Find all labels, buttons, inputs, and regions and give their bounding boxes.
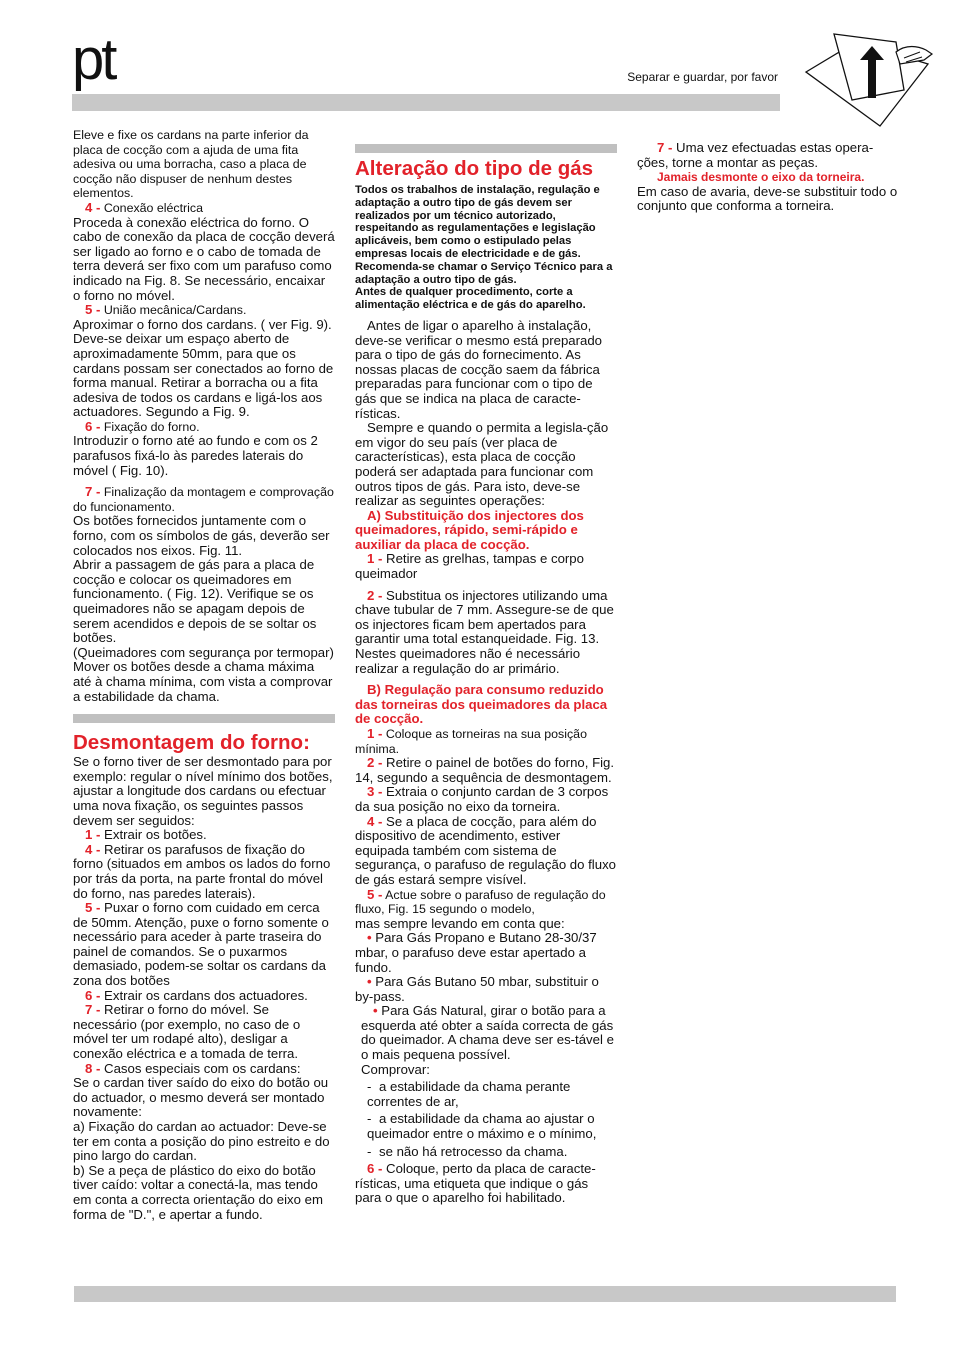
step-text: Substitua os injectores utilizando uma chave tubular de 7 mm. Assegure-se de que os injectores ficam bem apertados para garantir uma total estanqueidade. Fig. 13. <box>355 587 614 647</box>
step-text: Retirar o forno do móvel. Se necessário (por exemplo, no caso de o móvel ter um rodapé alto), desligar a conexão eléctrica e a tomada de terra. <box>73 1002 301 1062</box>
step-number: 1 - <box>367 551 383 567</box>
paragraph: Se o cardan tiver saído do eixo do botão ou do actuador, o mesmo deverá ser montado novamente: <box>73 1075 329 1120</box>
bullet-text: Para Gás Natural, girar o botão para a esquerda até obter a saída correcta de gás do queimador. A chama deve ser es-tável e o mais pequena possível. <box>361 1003 614 1063</box>
section-heading: Desmontagem do forno: <box>73 731 310 755</box>
step-title: Conexão eléctrica <box>100 200 204 215</box>
check-text: a estabilidade da chama perante correntes de ar, <box>367 1079 571 1109</box>
bullet-text: Para Gás Propano e Butano 28-30/37 mbar, o parafuso deve estar apertado a fundo. <box>355 930 597 975</box>
step-text: Casos especiais com os cardans: <box>100 1060 301 1076</box>
step-number: 4 - <box>367 813 383 829</box>
step <box>355 756 617 785</box>
step-number: 1 - <box>85 827 101 843</box>
note: Todos os trabalhos de instalação, regulação e adaptação a outro tipo de gás devem ser realizados por um técnico autorizado, respeitando as regulamentações e legislação aplicáveis, bem como o estipulado pelas empresas locais de electricidade e de gás. <box>355 184 600 260</box>
footer-bar <box>74 1286 896 1302</box>
check-item <box>355 1145 617 1160</box>
hand-lifting-page-icon <box>796 24 936 128</box>
step <box>355 815 617 888</box>
step <box>355 888 617 917</box>
step <box>73 828 335 843</box>
dash-icon: - <box>367 1111 372 1127</box>
step-5 <box>73 303 335 318</box>
step-number: 4 - <box>85 199 101 215</box>
step-text: Retirar os parafusos de fixação do forno (situados em ambos os lados do forno por trás da porta, na parte frontal do móvel do forno, nas paredes laterais). <box>73 841 331 901</box>
paragraph: Em caso de avaria, deve-se substituir todo o conjunto que conforma a torneira. <box>637 183 898 214</box>
check-text: se não há retrocesso da chama. <box>379 1143 568 1159</box>
paragraph: Os botões fornecidos juntamente com o forno, com os símbolos de gás, deverão ser colocados nos eixos. Fig. 11. <box>73 513 330 558</box>
bullet-item <box>355 975 617 1004</box>
paragraph: Sempre e quando o permita a legisla-ção em vigor do seu país (ver placa de características), esta placa de cocção poderá ser adaptada para funcionar com outros tipos de gás. Para isto, deve-se realizar as seguintes operações: <box>355 420 609 509</box>
step-text: Se a placa de cocção, para além do dispositivo de acendimento, estiver equipada também com sistema de segurança, o parafuso de regulação do fluxo de gás estará sempre visível. <box>355 813 617 887</box>
step <box>355 589 617 647</box>
header-bar <box>72 94 780 111</box>
paragraph: mas sempre levando em conta que: <box>355 915 565 931</box>
column-left <box>73 128 335 1222</box>
warning: Jamais desmonte o eixo da torneira. <box>657 170 865 185</box>
step-number: 2 - <box>367 587 383 603</box>
step-number: 3 - <box>367 784 383 800</box>
bullet-icon: • <box>367 974 372 990</box>
step-number: 2 - <box>367 755 383 771</box>
step <box>355 1162 617 1206</box>
step-title: Finalização da montagem e comprovação do funcionamento. <box>73 485 334 514</box>
step-text: Extrair os botões. <box>100 827 207 843</box>
paragraph: a) Fixação do cardan ao actuador: Deve-se ter em conta a posição do pino estreito e do pino largo do cardan. <box>73 1119 330 1164</box>
section-bar <box>355 144 617 153</box>
step-title: Fixação do forno. <box>100 419 200 434</box>
step <box>73 843 335 901</box>
step <box>73 901 335 989</box>
step-text: Extraia o conjunto cardan de 3 corpos da sua posição no eixo da torneira. <box>355 784 609 814</box>
section-heading: Alteração do tipo de gás <box>355 157 594 180</box>
step-number: 5 - <box>85 302 101 318</box>
subsection-heading: A) Substituição dos injectores dos queimadores, rápido, semi-rápido e auxiliar da placa de cocção. <box>355 507 584 552</box>
step-text: Uma vez efectuadas estas opera-ções, torne a montar as peças. <box>637 140 874 170</box>
paragraph: Comprovar: <box>361 1061 430 1077</box>
paragraph: Introduzir o forno até ao fundo e com os 2 parafusos fixá-lo às paredes laterais do móvel ( Fig. 10). <box>73 433 318 478</box>
paragraph: Se o forno tiver de ser desmontado para por exemplo: regular o nível mínimo dos botões, ajustar a longitude dos cardans ou efectuar uma nova fixação, os seguintes passos devem ser seguidos: <box>73 754 333 828</box>
note: Antes de qualquer procedimento, corte a alimentação eléctrica e de gás do aparelho. <box>355 286 586 312</box>
paragraph: Abrir a passagem de gás para a placa de cocção e colocar os queimadores em funcionamento. ( Fig. 12). Verifique se os queimadores não se apagam depois de serem acendidos e depois de se soltar os botões. <box>73 557 317 646</box>
step-number: 7 - <box>85 484 101 500</box>
check-text: a estabilidade da chama ao ajustar o queimador entre o máximo e o mínimo, <box>367 1111 597 1142</box>
step <box>355 785 617 814</box>
note: Recomenda-se chamar o Serviço Técnico para a adaptação a outro tipo de gás. <box>355 260 613 286</box>
step <box>73 1003 335 1061</box>
column-right <box>637 141 899 214</box>
step <box>73 1062 335 1077</box>
paragraph: Antes de ligar o aparelho à instalação, deve-se verificar o mesmo está preparado para o tipo de gás do fornecimento. As nossas placas de cocção saem da fábrica preparadas para funcionar com o tipo de gás que se indica na placa de caracte-rísticas. <box>355 317 603 421</box>
step <box>355 552 617 581</box>
bullet-item <box>355 1004 617 1062</box>
paragraph: Aproximar o forno dos cardans. ( ver Fig. 9). Deve-se deixar um espaço aberto de aproximadamente 50mm, para que os cardans possam ser conectados ao forno de forma manual. Retirar a borracha ou a fita adesiva de todos os cardans e ligá-los aos actuadores. Segundo a Fig. 9. <box>73 316 334 420</box>
step-number: 6 - <box>85 987 101 1003</box>
step-text: Coloque as torneiras na sua posição mínima. <box>355 727 587 756</box>
step-number: 5 - <box>367 886 383 902</box>
step <box>73 989 335 1004</box>
step-text: Actue sobre o parafuso de regulação do fluxo, Fig. 15 segundo o modelo, <box>355 887 606 917</box>
paragraph: Eleve e fixe os cardans na parte inferior da placa de cocção com a ajuda de uma fita adesiva ou uma borracha, caso a placa de cocção não dispuser de nenhum destes elementos. <box>73 128 309 201</box>
step-number: 5 - <box>85 900 101 916</box>
step-number: 4 - <box>85 841 101 857</box>
bullet-icon: • <box>373 1003 378 1019</box>
dash-icon: - <box>367 1079 372 1095</box>
tagline: Separar e guardar, por favor <box>627 70 778 84</box>
section-bar <box>73 714 335 723</box>
paragraph: b) Se a peça de plástico do eixo do botão tiver caído: voltar a conectá-la, mas tendo em conta a correcta orientação do eixo em forma de "D.", e apertar a fundo. <box>73 1162 323 1222</box>
step-text: Puxar o forno com cuidado em cerca de 50mm. Atenção, puxe o forno somente o necessário para aceder à parte traseira do painel de comandos. Se o puxarmos demasiado, podem-se soltar os cardans da zona dos botões <box>73 900 329 989</box>
bullet-text: Para Gás Butano 50 mbar, substituir o by-pass. <box>355 974 599 1004</box>
step-number: 7 - <box>657 140 673 155</box>
language-code: pt <box>72 27 115 92</box>
step-6 <box>73 420 335 435</box>
step-number: 1 - <box>367 726 383 741</box>
step <box>355 727 617 756</box>
subsection-heading: B) Regulação para consumo reduzido das torneiras dos queimadores da placa de cocção. <box>355 682 608 727</box>
paragraph: (Queimadores com segurança por termopar) Mover os botões desde a chama máxima até à chama mínima, com vista a comprovar a estabilidade da chama. <box>73 644 334 704</box>
paragraph: Nestes queimadores não é necessário realizar a regulação do ar primário. <box>355 646 581 676</box>
step-4 <box>73 201 335 216</box>
dash-icon: - <box>367 1143 372 1159</box>
step-7 <box>73 485 335 514</box>
step-title: União mecânica/Cardans. <box>100 303 247 318</box>
step-text: Extrair os cardans dos actuadores. <box>100 987 308 1003</box>
step-text: Retire o painel de botões do forno, Fig. 14, segundo a sequência de desmontagem. <box>355 755 615 785</box>
step-7 <box>637 141 899 170</box>
step-number: 7 - <box>85 1002 101 1018</box>
paragraph: Proceda à conexão eléctrica do forno. O cabo de conexão da placa de cocção deverá ser ligado ao forno e o cabo de tomada de terra deverá ser fixo com um parafuso como indicado na Fig. 8. Se necessário, encaixar o forno no móvel. <box>73 214 335 303</box>
step-number: 6 - <box>367 1161 383 1177</box>
step-text: Coloque, perto da placa de caracte-rísticas, uma etiqueta que indique o gás para o que o aparelho foi habilitado. <box>355 1161 596 1206</box>
column-middle <box>355 144 617 1206</box>
check-item <box>355 1112 617 1141</box>
step-text: Retire as grelhas, tampas e corpo queimador <box>355 551 584 582</box>
step-number: 6 - <box>85 418 101 434</box>
bullet-item <box>355 931 617 975</box>
check-item <box>355 1080 617 1109</box>
step-number: 8 - <box>85 1060 101 1076</box>
bullet-icon: • <box>367 930 372 946</box>
